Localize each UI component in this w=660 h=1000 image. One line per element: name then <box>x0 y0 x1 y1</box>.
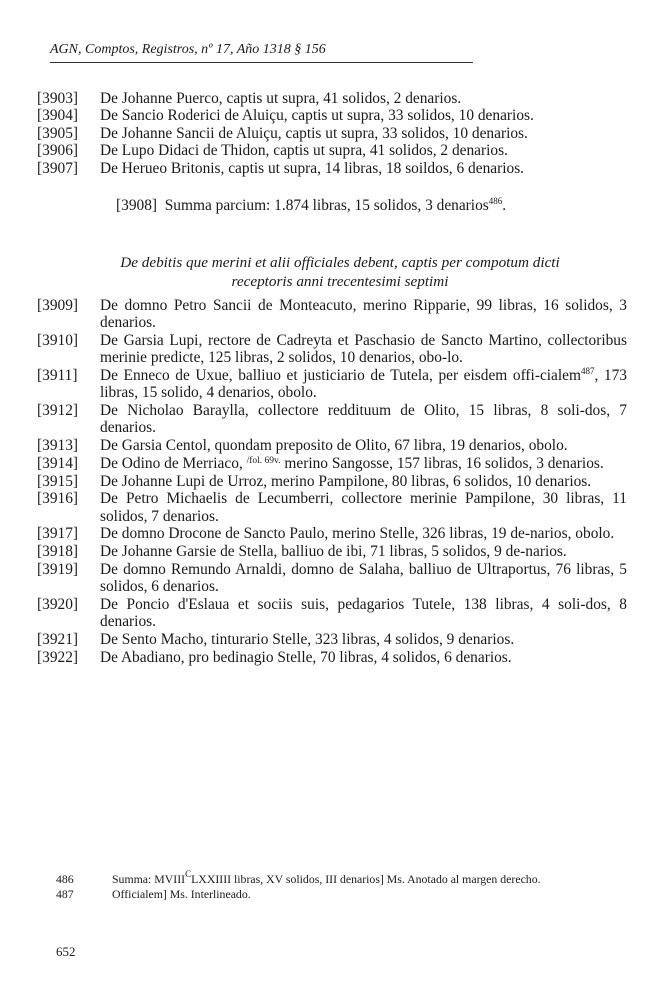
entry-number: [3921] <box>37 630 79 648</box>
entry-number: [3911] <box>37 367 78 384</box>
entry-3919 <box>37 561 627 595</box>
header-rule <box>50 62 473 63</box>
entry-3920 <box>37 596 627 630</box>
running-head: AGN, Comptos, Registros, nº 17, Año 1318 § 156 <box>50 42 326 57</box>
entry-text: De Sento Macho, tinturario Stelle, 323 libras, 4 solidos, 9 denarios. <box>100 630 515 648</box>
entry-3909 <box>37 297 627 331</box>
entry-text: De Herueo Britonis, captis ut supra, 14 libras, 18 soildos, 6 denarios. <box>100 159 525 177</box>
entry-number: [3909] <box>37 297 79 314</box>
footnotes <box>56 869 636 901</box>
entry-3910 <box>37 332 627 366</box>
entry-number: [3915] <box>37 472 79 490</box>
summa-end: . <box>502 197 507 214</box>
section-heading-line1: De debitis que merini et alii officiales debent, captis per compotum dicti <box>120 254 560 271</box>
entry-3917 <box>37 525 627 542</box>
footnote-number: 487 <box>56 886 74 901</box>
entry-number: [3905] <box>37 124 79 142</box>
entry-number: [3917] <box>37 525 79 543</box>
entry-text: De domno Petro Sancii de Monteacuto, merino Ripparie, 99 libras, 16 solidos, 3 denarios. <box>100 297 627 332</box>
entry-3918 <box>37 543 627 560</box>
footnote-text: Officialem] Ms. Interlineado. <box>112 886 251 901</box>
entry-number: [3912] <box>37 402 79 419</box>
entry-3912 <box>37 402 627 436</box>
footnote-text <box>112 869 541 887</box>
entry-text: De Nicholao Baraylla, collectore reddituum de Olito, 15 libras, 8 soli-dos, 7 denarios. <box>100 402 627 437</box>
page-number: 652 <box>56 944 76 959</box>
entries-first-block <box>37 90 627 177</box>
entry-number: [3903] <box>37 90 79 107</box>
entry-text: De Garsia Lupi, rectore de Cadreyta et Paschasio de Sancto Martino, collectoribus merinie predicte, 125 libras, 2 solidos, 10 denarios, obo-lo. <box>100 332 627 367</box>
entry-text-after: merino Sangosse, 157 libras, 16 solidos, 3 denarios. <box>280 454 604 472</box>
entry-3911 <box>37 367 627 401</box>
entry-text: De Lupo Didaci de Thidon, captis ut supra, 41 solidos, 2 denarios. <box>100 142 508 160</box>
entry-3921 <box>37 631 627 648</box>
entry-3914 <box>37 455 627 472</box>
entry-3904 <box>37 107 627 124</box>
entry-text-before: De Enneco de Uxue, balliuo et justiciario de Tutela, per eisdem offi-cialem <box>100 367 581 384</box>
entry-number: [3907] <box>37 159 79 177</box>
entry-number: [3918] <box>37 543 79 561</box>
summa-text: Summa parcium: 1.874 libras, 15 solidos, 3 denarios <box>164 197 489 214</box>
entry-number: [3913] <box>37 437 79 454</box>
summa-entry <box>116 197 506 215</box>
folio-marker: /fol. 69v. <box>246 455 281 466</box>
entry-number: [3906] <box>37 142 79 160</box>
entry-number: [3920] <box>37 595 79 613</box>
entry-3916 <box>37 490 627 524</box>
entry-number: [3910] <box>37 332 79 349</box>
section-heading <box>60 253 620 291</box>
entry-3915 <box>37 473 627 490</box>
entry-text: De Garsia Centol, quondam preposito de Olito, 67 libra, 19 denarios, obolo. <box>100 437 568 454</box>
entry-number: [3914] <box>37 454 79 472</box>
entries-second-block <box>37 297 627 667</box>
entry-text: De Abadiano, pro bedinagio Stelle, 70 libras, 4 solidos, 6 denarios. <box>100 648 512 666</box>
entry-text: De Johanne Garsie de Stella, balliuo de ibi, 71 libras, 5 solidos, 9 de-narios. <box>100 543 567 561</box>
entry-text <box>100 367 627 401</box>
footnote-text-before: Summa: MVIII <box>112 872 186 886</box>
entry-3907 <box>37 160 627 177</box>
footnote-487 <box>56 887 636 902</box>
entry-number: [3922] <box>37 648 79 666</box>
entry-text: De Johanne Sancii de Aluiçu, captis ut supra, 33 solidos, 10 denarios. <box>100 124 528 142</box>
footnote-number: 486 <box>56 872 74 886</box>
entry-text-after: , 173 libras, 15 solido, 4 denarios, obolo. <box>100 367 627 402</box>
summa-number: [3908] <box>116 197 158 214</box>
footnote-486 <box>56 869 636 887</box>
entry-3913 <box>37 437 627 454</box>
entry-number: [3919] <box>37 560 79 578</box>
entry-3906 <box>37 142 627 159</box>
entry-text: De Poncio d'Eslaua et sociis suis, pedagarios Tutele, 138 libras, 4 soli-dos, 8 denarios. <box>100 595 627 631</box>
entry-3903 <box>37 90 627 107</box>
footnote-text-after: LXXIIII libras, XV solidos, III denarios] Ms. Anotado al margen derecho. <box>191 872 541 886</box>
entry-3922 <box>37 649 627 666</box>
entry-text-before: De Odino de Merriaco, <box>100 454 247 472</box>
entry-number: [3904] <box>37 107 79 125</box>
section-heading-line2: receptoris anni trecentesimi septimi <box>231 273 449 290</box>
footnote-ref-487[interactable]: 487 <box>580 366 595 376</box>
entry-text: De Sancio Roderici de Aluiçu, captis ut supra, 33 solidos, 10 denarios. <box>100 107 534 125</box>
footnote-superscript: C <box>185 869 192 879</box>
entry-number: [3916] <box>37 490 79 508</box>
entry-text: De domno Drocone de Sancto Paulo, merino Stelle, 326 libras, 19 de-narios, obolo. <box>100 525 615 543</box>
entry-text <box>100 455 627 472</box>
entry-3905 <box>37 125 627 142</box>
entry-text: De Johanne Lupi de Urroz, merino Pampilone, 80 libras, 6 solidos, 10 denarios. <box>100 472 592 490</box>
entry-text: De Petro Michaelis de Lecumberri, collectore merinie Pampilone, 30 libras, 11 solidos, 7 denarios. <box>100 490 627 525</box>
entry-text: De domno Remundo Arnaldi, domno de Salaha, balliuo de Ultraportus, 76 libras, 5 solidos, 6 denarios. <box>100 560 627 596</box>
footnote-ref-486[interactable]: 486 <box>488 196 503 206</box>
entry-text: De Johanne Puerco, captis ut supra, 41 solidos, 2 denarios. <box>100 90 462 107</box>
